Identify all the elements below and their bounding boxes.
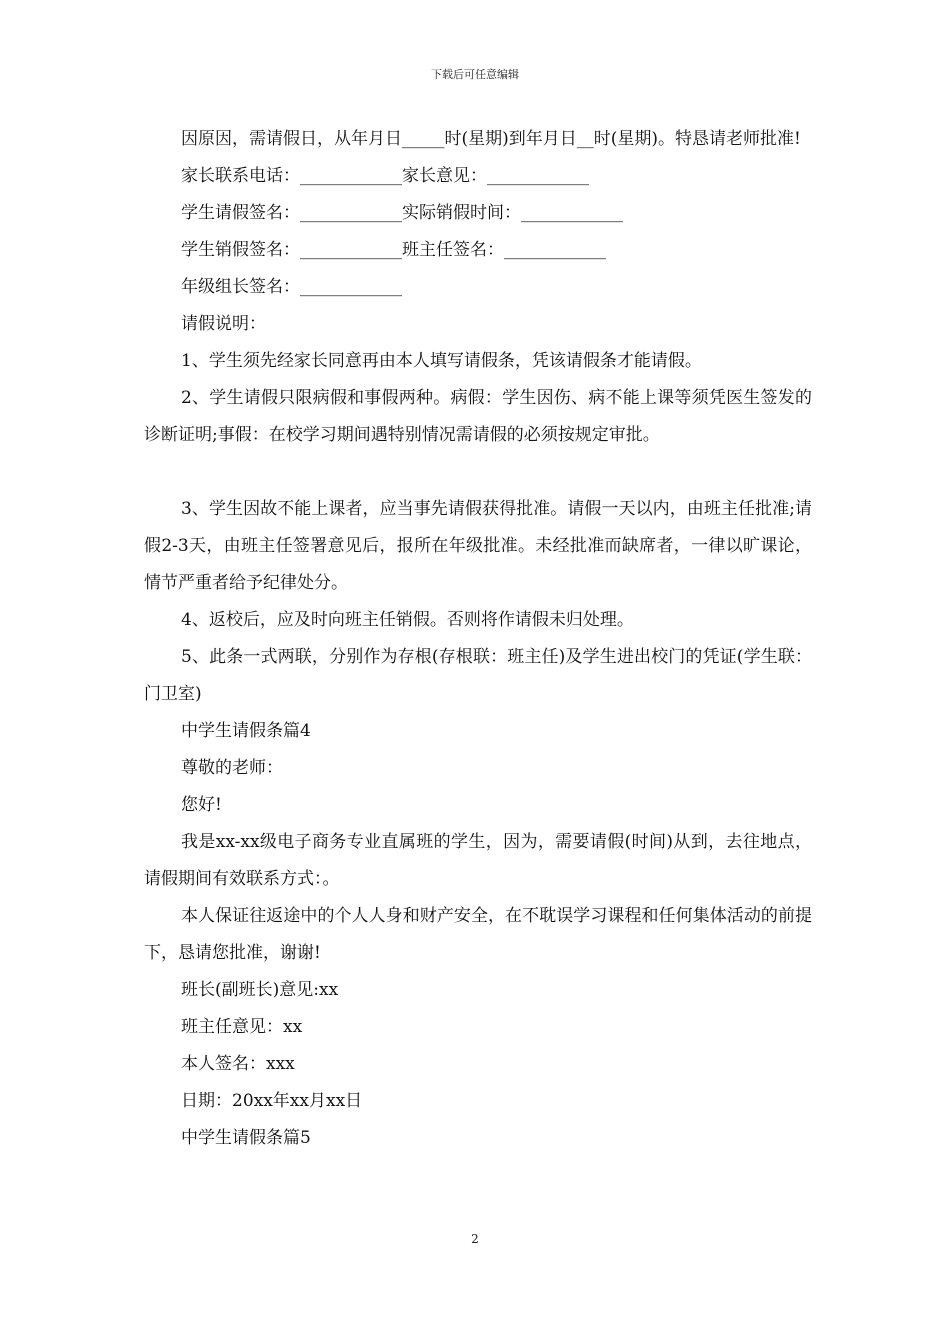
blank-line [144,454,812,491]
leave-notes-heading: 请假说明： [181,314,266,334]
student-signature-line: 学生请假签名：____________实际销假时间：____________ [181,203,623,223]
return-signature-line: 学生销假签名：____________班主任签名：____________ [181,240,606,260]
monitor-opinion-line: 班长(副班长)意见:xx [181,980,339,1000]
page-header: 下载后可任意编辑 [431,68,519,81]
date-line: 日期：20xx年xx月xx日 [181,1091,363,1111]
section-heading-4: 中学生请假条篇4 [181,721,311,741]
parent-phone-line: 家长联系电话：____________家长意见：____________ [181,166,589,186]
teacher-opinion-line: 班主任意见：xx [181,1017,303,1037]
page-number: 2 [471,1232,479,1246]
document-body [144,121,812,1157]
note-item-3: 3、学生因故不能上课者，应当事先请假获得批准。请假一天以内，由班主任批准;请假2-3天，由班主任签署意见后，报所在年级批准。未经批准而缺席者，一律以旷课论，情节严重者给予纪律处分。 [144,499,812,593]
salutation: 尊敬的老师： [181,758,283,778]
greeting: 您好! [181,795,222,815]
note-item-1: 1、学生须先经家长同意再由本人填写请假条，凭该请假条才能请假。 [181,351,702,371]
note-item-2: 2、学生请假只限病假和事假两种。病假：学生因伤、病不能上课等须凭医生签发的诊断证明;事假：在校学习期间遇特别情况需请假的必须按规定审批。 [144,388,812,445]
leave-period-paragraph: 因原因，需请假日，从年月日_____时(星期)到年月日__时(星期)。特恳请老师批准! [181,129,801,149]
guarantee-paragraph: 本人保证往返途中的个人人身和财产安全，在不耽误学习课程和任何集体活动的前提下，恳请您批准，谢谢! [144,906,812,963]
request-paragraph: 我是xx-xx级电子商务专业直属班的学生，因为，需要请假(时间)从到，去往地点，请假期间有效联系方式：。 [144,832,812,889]
section-heading-5: 中学生请假条篇5 [181,1128,311,1148]
note-item-5: 5、此条一式两联，分别作为存根(存根联：班主任)及学生进出校门的凭证(学生联：门卫室) [144,647,812,704]
note-item-4: 4、返校后，应及时向班主任销假。否则将作请假未归处理。 [181,610,634,630]
self-signature-line: 本人签名：xxx [181,1054,295,1074]
grade-leader-signature-line: 年级组长签名：____________ [181,277,402,297]
